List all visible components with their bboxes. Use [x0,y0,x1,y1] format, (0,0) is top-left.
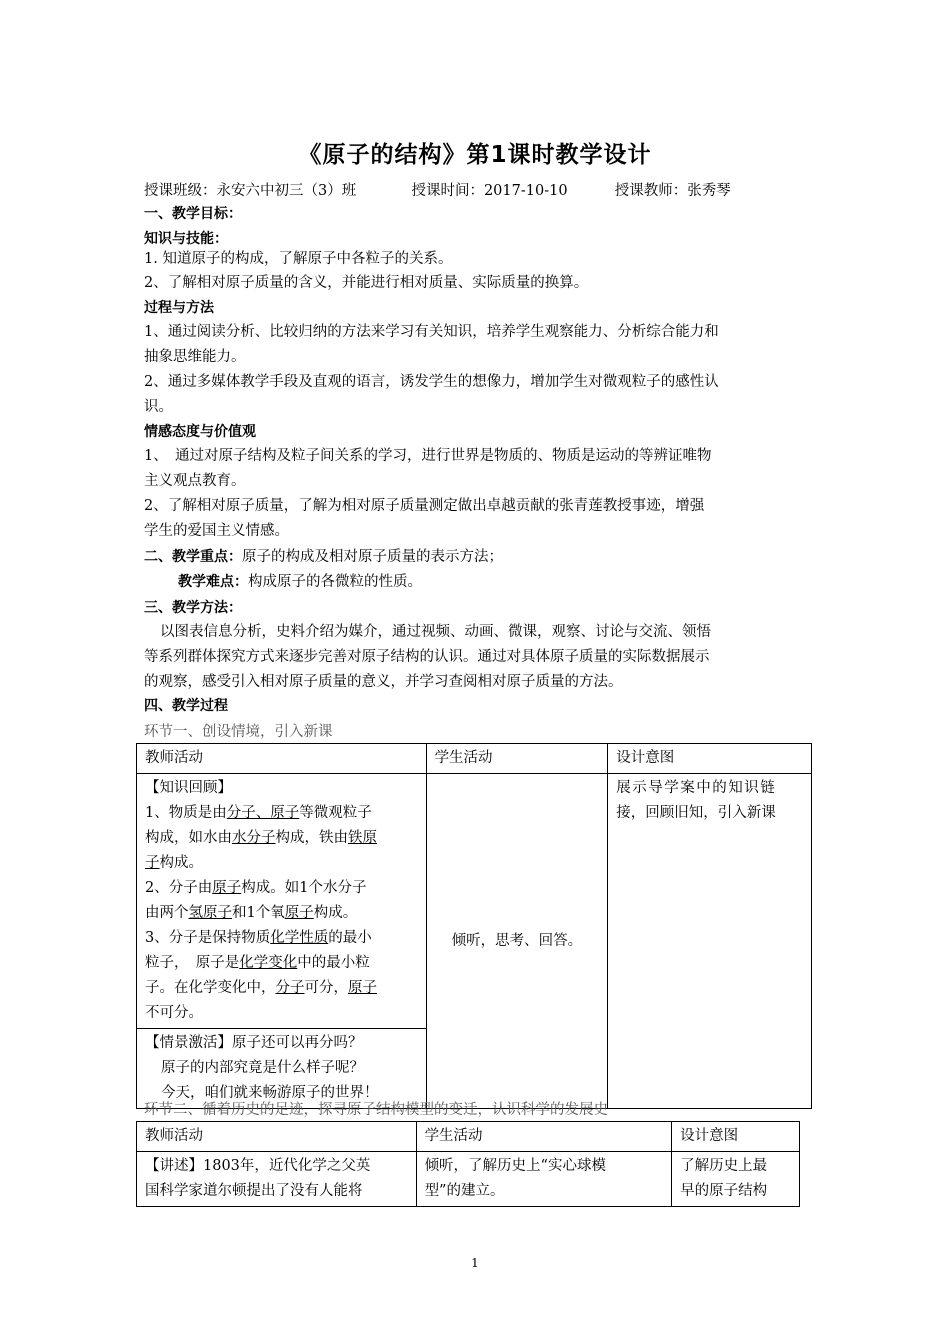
intent-line: 接，回顾旧知，引入新课 [616,805,776,821]
emotion-item: 2、了解相对原子质量，了解为相对原子质量测定做出卓越贡献的张青莲教授事迹，增强 [144,498,705,514]
intent-cell [672,1152,800,1207]
intent-line: 早的原子结构 [680,1183,768,1199]
key-point-label: 二、教学重点： [144,549,242,565]
lesson-info [144,179,731,200]
stage1-table [136,743,812,1109]
review-line: 2、分子由原子构成。如1个水分子 [145,880,367,896]
table-header-row [137,744,812,774]
stage2-table [136,1121,800,1207]
teacher-info: 授课教师：张秀琴 [614,183,731,199]
header-intent: 设计意图 [608,744,812,774]
header-student: 学生活动 [426,744,608,774]
header-intent: 设计意图 [672,1122,800,1152]
class-info: 授课班级：永安六中初三（3）班 [144,183,357,199]
emotion-item-cont: 学生的爱国主义情感。 [144,523,289,539]
methods-text: 等系列群体探究方式来逐步完善对原子结构的认识。通过对具体原子质量的实际数据展示 [144,649,710,665]
scenario-cell [137,1029,427,1109]
review-line: 1、物质是由分子、原子等微观粒子 [145,805,372,821]
methods-text: 以图表信息分析，史料介绍为媒介，通过视频、动画、微课，观察、讨论与交流、领悟 [160,624,711,640]
intent-cell [608,774,812,1109]
objectives-heading: 一、教学目标： [144,206,242,222]
student-line: 型”的建立。 [424,1183,505,1199]
table-row [137,1152,800,1207]
emotion-item-cont: 主义观点教育。 [144,473,246,489]
student-activity-cell: 倾听，思考、回答。 [426,774,608,1109]
teacher-activity-cell [137,1152,417,1207]
header-student: 学生活动 [416,1122,672,1152]
review-title: 【知识回顾】 [145,780,232,796]
key-point-text: 原子的构成及相对原子质量的表示方法； [242,549,503,565]
stage2-caption: 环节二、循着历史的足迹，探寻原子结构模型的变迁，认识科学的发展史 [144,1102,608,1118]
review-line: 构成，如水由水分子构成，铁由铁原 [145,830,377,846]
teacher-line: 【讲述】1803年，近代化学之父英 [145,1158,371,1174]
review-cell [137,774,427,1029]
emotion-heading: 情感态度与价值观 [144,424,256,440]
methods-text: 的观察，感受引入相对原子质量的意义，并学习查阅相对原子质量的方法。 [144,674,623,690]
methods-heading: 三、教学方法： [144,600,242,616]
teacher-line: 国科学家道尔顿提出了没有人能将 [145,1183,363,1199]
process-heading: 过程与方法 [144,300,214,316]
process-item: 1、通过阅读分析、比较归纳的方法来学习有关知识，培养学生观察能力、分析综合能力和 [144,324,719,340]
page-number: 1 [471,1256,479,1270]
student-line: 倾听，了解历史上“实心球模 [424,1158,606,1174]
intent-line: 展示导学案中的知识链 [616,780,777,796]
process-section-heading: 四、教学过程 [144,698,228,714]
difficulty-text: 构成原子的各微粒的性质。 [248,574,422,590]
process-item: 2、通过多媒体教学手段及直观的语言，诱发学生的想像力，增加学生对微观粒子的感性认 [144,374,719,390]
review-line: 不可分。 [145,1005,203,1021]
page-title: 《原子的结构》第1课时教学设计 [298,142,652,168]
review-line: 由两个氢原子和1个氧原子构成。 [145,905,358,921]
header-teacher: 教师活动 [137,1122,417,1152]
table-header-row [137,1122,800,1152]
review-line: 子。在化学变化中，分子可分，原子 [145,980,377,996]
time-info: 授课时间：2017-10-10 [411,183,568,199]
intent-line: 了解历史上最 [680,1158,768,1174]
table-row [137,774,812,1029]
review-line: 3、分子是保持物质化学性质的最小 [145,930,372,946]
difficulty-label: 教学难点： [178,574,248,590]
emotion-item: 1、 通过对原子结构及粒子间关系的学习，进行世界是物质的、物质是运动的等辨证唯物 [144,448,712,464]
knowledge-item: 2、了解相对原子质量的含义，并能进行相对质量、实际质量的换算。 [144,275,589,291]
review-line: 粒子， 原子是化学变化中的最小粒 [145,955,370,971]
process-item-cont: 抽象思维能力。 [144,349,246,365]
scenario-line: 原子的内部究竟是什么样子呢？ [161,1060,364,1076]
header-teacher: 教师活动 [137,744,427,774]
review-line: 子构成。 [145,855,203,871]
knowledge-heading: 知识与技能： [144,231,228,247]
stage1-caption: 环节一、创设情境，引入新课 [144,724,333,740]
process-item-cont: 识。 [144,399,173,415]
scenario-line: 今天，咱们就来畅游原子的世界！ [161,1085,379,1101]
scenario-line: 【情景激活】原子还可以再分吗？ [145,1035,363,1051]
knowledge-item: 1. 知道原子的构成，了解原子中各粒子的关系。 [144,251,453,267]
student-activity-cell [416,1152,672,1207]
difficulty-point [178,570,846,595]
key-point [144,545,812,570]
